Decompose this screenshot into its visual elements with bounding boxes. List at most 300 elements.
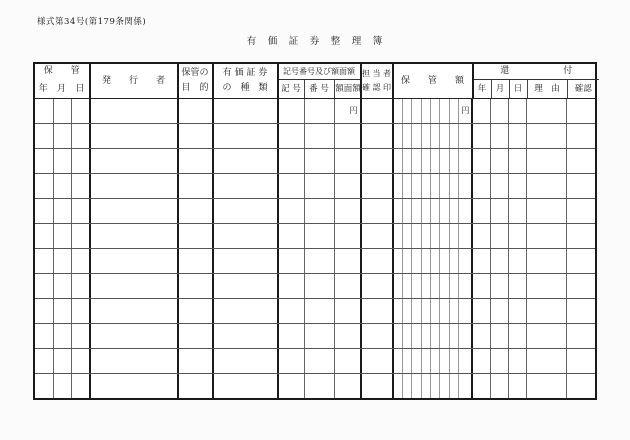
- cell: [412, 199, 421, 223]
- cell: [35, 299, 54, 323]
- cell: [403, 349, 412, 373]
- number-label: 番 号: [305, 80, 335, 98]
- cell: [459, 224, 473, 248]
- table-row: [35, 299, 595, 324]
- cell: [431, 249, 440, 273]
- cell: [459, 199, 473, 223]
- table-row: [35, 274, 595, 299]
- cell: [567, 199, 599, 223]
- cell: [214, 274, 279, 298]
- header-purpose: [179, 64, 214, 98]
- cell: [473, 124, 491, 148]
- cell: [567, 349, 599, 373]
- cell: [527, 174, 567, 198]
- cell: [459, 174, 473, 198]
- cell: [35, 374, 54, 398]
- cell: [72, 149, 91, 173]
- cell: [394, 199, 403, 223]
- cell: [450, 174, 459, 198]
- cell: [459, 299, 473, 323]
- cell: [527, 99, 567, 123]
- form-number: 様式第34号(第179条関係): [37, 17, 147, 27]
- refund-day-label: 日: [510, 80, 528, 98]
- cell: [179, 249, 214, 273]
- table-row: [35, 224, 595, 249]
- cell: [431, 174, 440, 198]
- cell: [412, 99, 421, 123]
- cell: [509, 199, 527, 223]
- cell: [403, 274, 412, 298]
- table-row: [35, 349, 595, 374]
- cell: [403, 174, 412, 198]
- face-value-label: 額面額: [335, 83, 361, 94]
- cell: [422, 374, 431, 398]
- cell: [72, 124, 91, 148]
- cell: [362, 249, 394, 273]
- cell: [412, 349, 421, 373]
- cell: [279, 324, 305, 348]
- cell: [567, 124, 599, 148]
- cell: [394, 224, 403, 248]
- cell: [179, 324, 214, 348]
- header-securities-type: [214, 64, 279, 98]
- cell: [450, 274, 459, 298]
- cell: [91, 274, 179, 298]
- face-value-unit-yen: 円: [349, 106, 358, 115]
- custody-amount-unit-yen: 円: [461, 106, 470, 115]
- cell: [362, 299, 394, 323]
- cell: [422, 149, 431, 173]
- header-refund: [474, 64, 600, 98]
- header-custody-amount: [394, 64, 474, 98]
- cell: [440, 249, 449, 273]
- cell: [450, 349, 459, 373]
- cell: [72, 324, 91, 348]
- cell: [527, 324, 567, 348]
- issuer-label: 発 行 者: [101, 75, 165, 86]
- cell: [279, 249, 305, 273]
- cell: [279, 349, 305, 373]
- type-label-2: の 種 類: [222, 82, 268, 93]
- cell: [394, 149, 403, 173]
- cell: [335, 274, 362, 298]
- cell: [362, 199, 394, 223]
- cell: [335, 324, 362, 348]
- cell: [35, 224, 54, 248]
- cell: [35, 274, 54, 298]
- custody-month-label: 月: [56, 83, 66, 94]
- cell: [91, 324, 179, 348]
- cell: [394, 349, 403, 373]
- custody-year-label: 年: [38, 83, 48, 94]
- cell: [527, 124, 567, 148]
- cell: [431, 374, 440, 398]
- cell: [412, 324, 421, 348]
- cell: [72, 374, 91, 398]
- cell: [179, 124, 214, 148]
- table-header: [35, 64, 595, 99]
- cell: [54, 299, 72, 323]
- cell: [335, 249, 362, 273]
- purpose-label-2: 目 的: [181, 82, 209, 93]
- cell: [403, 324, 412, 348]
- cell: [440, 224, 449, 248]
- cell: [91, 199, 179, 223]
- cell: [335, 299, 362, 323]
- cell: [179, 149, 214, 173]
- cell: [305, 124, 335, 148]
- cell: [91, 249, 179, 273]
- cell: [214, 199, 279, 223]
- cell: [567, 249, 599, 273]
- cell: [54, 174, 72, 198]
- cell: [509, 149, 527, 173]
- cell: [527, 349, 567, 373]
- cell: [394, 99, 403, 123]
- cell: [527, 224, 567, 248]
- cell: [214, 349, 279, 373]
- securities-register-table: [33, 62, 597, 400]
- cell: [214, 149, 279, 173]
- cell: [179, 299, 214, 323]
- cell: [567, 149, 599, 173]
- cell: [279, 374, 305, 398]
- cell: [450, 324, 459, 348]
- cell: [394, 124, 403, 148]
- header-symbol-number-face: [279, 64, 362, 98]
- cell: [459, 149, 473, 173]
- cell: [422, 249, 431, 273]
- cell: [491, 174, 509, 198]
- cell: [72, 224, 91, 248]
- cell: [440, 324, 449, 348]
- cell: [431, 224, 440, 248]
- cell: [394, 174, 403, 198]
- table-row: [35, 149, 595, 174]
- cell: [72, 199, 91, 223]
- cell: [491, 249, 509, 273]
- cell: [335, 149, 362, 173]
- cell: [473, 149, 491, 173]
- cell: [473, 299, 491, 323]
- cell: [54, 224, 72, 248]
- cell: [305, 324, 335, 348]
- cell: [491, 349, 509, 373]
- custody-day-label: 日: [75, 83, 85, 94]
- cell: [72, 174, 91, 198]
- cell: [362, 174, 394, 198]
- cell: [305, 374, 335, 398]
- cell: [403, 149, 412, 173]
- cell: [362, 374, 394, 398]
- cell: [412, 274, 421, 298]
- cell: [335, 199, 362, 223]
- cell: [35, 249, 54, 273]
- cell: [509, 224, 527, 248]
- cell: [305, 299, 335, 323]
- cell: [450, 224, 459, 248]
- cell: [440, 274, 449, 298]
- cell: [279, 224, 305, 248]
- cell: [403, 99, 412, 123]
- cell: [54, 149, 72, 173]
- cell: [440, 299, 449, 323]
- cell: [509, 174, 527, 198]
- cell: [72, 274, 91, 298]
- cell: [509, 249, 527, 273]
- cell: [403, 199, 412, 223]
- cell: [450, 249, 459, 273]
- cell: [450, 374, 459, 398]
- cell: [335, 99, 362, 123]
- cell: [450, 124, 459, 148]
- cell: [91, 124, 179, 148]
- cell: [214, 124, 279, 148]
- table-row: [35, 174, 595, 199]
- cell: [491, 99, 509, 123]
- cell: [459, 249, 473, 273]
- cell: [54, 274, 72, 298]
- cell: [491, 149, 509, 173]
- cell: [431, 324, 440, 348]
- cell: [179, 99, 214, 123]
- cell: [412, 249, 421, 273]
- cell: [440, 374, 449, 398]
- cell: [491, 124, 509, 148]
- cell: [91, 349, 179, 373]
- cell: [412, 299, 421, 323]
- cell: [567, 324, 599, 348]
- cell: [473, 174, 491, 198]
- cell: [473, 349, 491, 373]
- cell: [362, 324, 394, 348]
- cell: [72, 299, 91, 323]
- table-row: [35, 249, 595, 274]
- cell: [509, 99, 527, 123]
- cell: [431, 199, 440, 223]
- cell: [491, 199, 509, 223]
- cell: [362, 349, 394, 373]
- cell: [179, 274, 214, 298]
- cell: [422, 124, 431, 148]
- cell: [54, 324, 72, 348]
- cell: [214, 99, 279, 123]
- cell: [567, 374, 599, 398]
- cell: [35, 324, 54, 348]
- cell: [450, 299, 459, 323]
- cell: [459, 124, 473, 148]
- cell: [527, 374, 567, 398]
- cell: [362, 149, 394, 173]
- cell: [459, 324, 473, 348]
- cell: [362, 99, 394, 123]
- cell: [567, 99, 599, 123]
- cell: [527, 149, 567, 173]
- table-row: [35, 99, 595, 124]
- cell: [91, 374, 179, 398]
- cell: [394, 249, 403, 273]
- cell: [527, 249, 567, 273]
- type-label-1: 有 価 証 券: [222, 68, 268, 79]
- cell: [422, 324, 431, 348]
- cell: [431, 274, 440, 298]
- cell: [459, 374, 473, 398]
- cell: [509, 324, 527, 348]
- cell: [179, 349, 214, 373]
- table-row: [35, 124, 595, 149]
- header-custody-date: [35, 64, 91, 98]
- staff-label-2: 確 認 印: [361, 83, 392, 92]
- cell: [527, 199, 567, 223]
- cell: [440, 199, 449, 223]
- cell: [91, 99, 179, 123]
- cell: [422, 99, 431, 123]
- cell: [509, 349, 527, 373]
- cell: [431, 99, 440, 123]
- cell: [567, 274, 599, 298]
- cell: [279, 299, 305, 323]
- cell: [35, 174, 54, 198]
- staff-label-1: 担 当 者: [361, 69, 392, 78]
- refund-reason-label: 理 由: [528, 80, 568, 98]
- cell: [305, 199, 335, 223]
- cell: [35, 124, 54, 148]
- cell: [279, 174, 305, 198]
- cell: [214, 299, 279, 323]
- cell: [335, 124, 362, 148]
- cell: [305, 174, 335, 198]
- cell: [362, 224, 394, 248]
- cell: [491, 224, 509, 248]
- cell: [473, 224, 491, 248]
- custody-group-label: 保 管: [43, 66, 80, 76]
- cell: [279, 124, 305, 148]
- cell: [567, 224, 599, 248]
- cell: [403, 224, 412, 248]
- cell: [279, 199, 305, 223]
- cell: [403, 124, 412, 148]
- refund-confirm-label: 確認: [574, 83, 592, 94]
- cell: [473, 199, 491, 223]
- cell: [179, 374, 214, 398]
- cell: [403, 374, 412, 398]
- refund-group-label: 還 付: [474, 64, 600, 80]
- cell: [214, 249, 279, 273]
- cell: [335, 374, 362, 398]
- cell: [54, 99, 72, 123]
- cell: [431, 349, 440, 373]
- cell: [440, 124, 449, 148]
- cell: [362, 124, 394, 148]
- cell: [491, 324, 509, 348]
- cell: [91, 149, 179, 173]
- cell: [214, 224, 279, 248]
- cell: [214, 374, 279, 398]
- cell: [459, 274, 473, 298]
- cell: [527, 274, 567, 298]
- cell: [440, 99, 449, 123]
- cell: [35, 199, 54, 223]
- cell: [431, 299, 440, 323]
- refund-year-label: 年: [474, 80, 492, 98]
- purpose-label-1: 保管の: [181, 68, 209, 79]
- cell: [440, 349, 449, 373]
- cell: [422, 224, 431, 248]
- cell: [473, 374, 491, 398]
- cell: [72, 99, 91, 123]
- cell: [450, 99, 459, 123]
- header-issuer: [91, 64, 179, 98]
- cell: [335, 224, 362, 248]
- cell: [179, 199, 214, 223]
- cell: [54, 249, 72, 273]
- cell: [305, 224, 335, 248]
- cell: [394, 274, 403, 298]
- cell: [335, 349, 362, 373]
- cell: [509, 274, 527, 298]
- cell: [362, 274, 394, 298]
- cell: [412, 124, 421, 148]
- cell: [35, 349, 54, 373]
- cell: [35, 149, 54, 173]
- cell: [91, 299, 179, 323]
- cell: [491, 274, 509, 298]
- cell: [473, 249, 491, 273]
- custody-amount-label: 保 管 額: [400, 75, 464, 86]
- cell: [54, 374, 72, 398]
- cell: [91, 174, 179, 198]
- cell: [179, 174, 214, 198]
- symbol-group-label: 記号番号及び額面額: [279, 64, 360, 80]
- cell: [567, 299, 599, 323]
- refund-month-label: 月: [492, 80, 510, 98]
- header-staff-seal: [362, 64, 394, 98]
- cell: [72, 349, 91, 373]
- cell: [394, 374, 403, 398]
- cell: [394, 299, 403, 323]
- page-title: 有 価 証 券 整 理 簿: [246, 36, 384, 47]
- cell: [440, 174, 449, 198]
- cell: [54, 124, 72, 148]
- cell: [403, 249, 412, 273]
- cell: [567, 174, 599, 198]
- cell: [305, 99, 335, 123]
- cell: [35, 99, 54, 123]
- cell: [491, 299, 509, 323]
- cell: [527, 299, 567, 323]
- table-row: [35, 199, 595, 224]
- cell: [422, 349, 431, 373]
- cell: [54, 199, 72, 223]
- cell: [422, 299, 431, 323]
- cell: [279, 99, 305, 123]
- cell: [450, 149, 459, 173]
- table-row: [35, 374, 595, 398]
- cell: [459, 349, 473, 373]
- cell: [305, 274, 335, 298]
- cell: [422, 174, 431, 198]
- cell: [305, 249, 335, 273]
- cell: [440, 149, 449, 173]
- cell: [72, 249, 91, 273]
- cell: [412, 224, 421, 248]
- cell: [509, 124, 527, 148]
- cell: [91, 224, 179, 248]
- cell: [305, 349, 335, 373]
- cell: [412, 149, 421, 173]
- cell: [431, 149, 440, 173]
- cell: [473, 274, 491, 298]
